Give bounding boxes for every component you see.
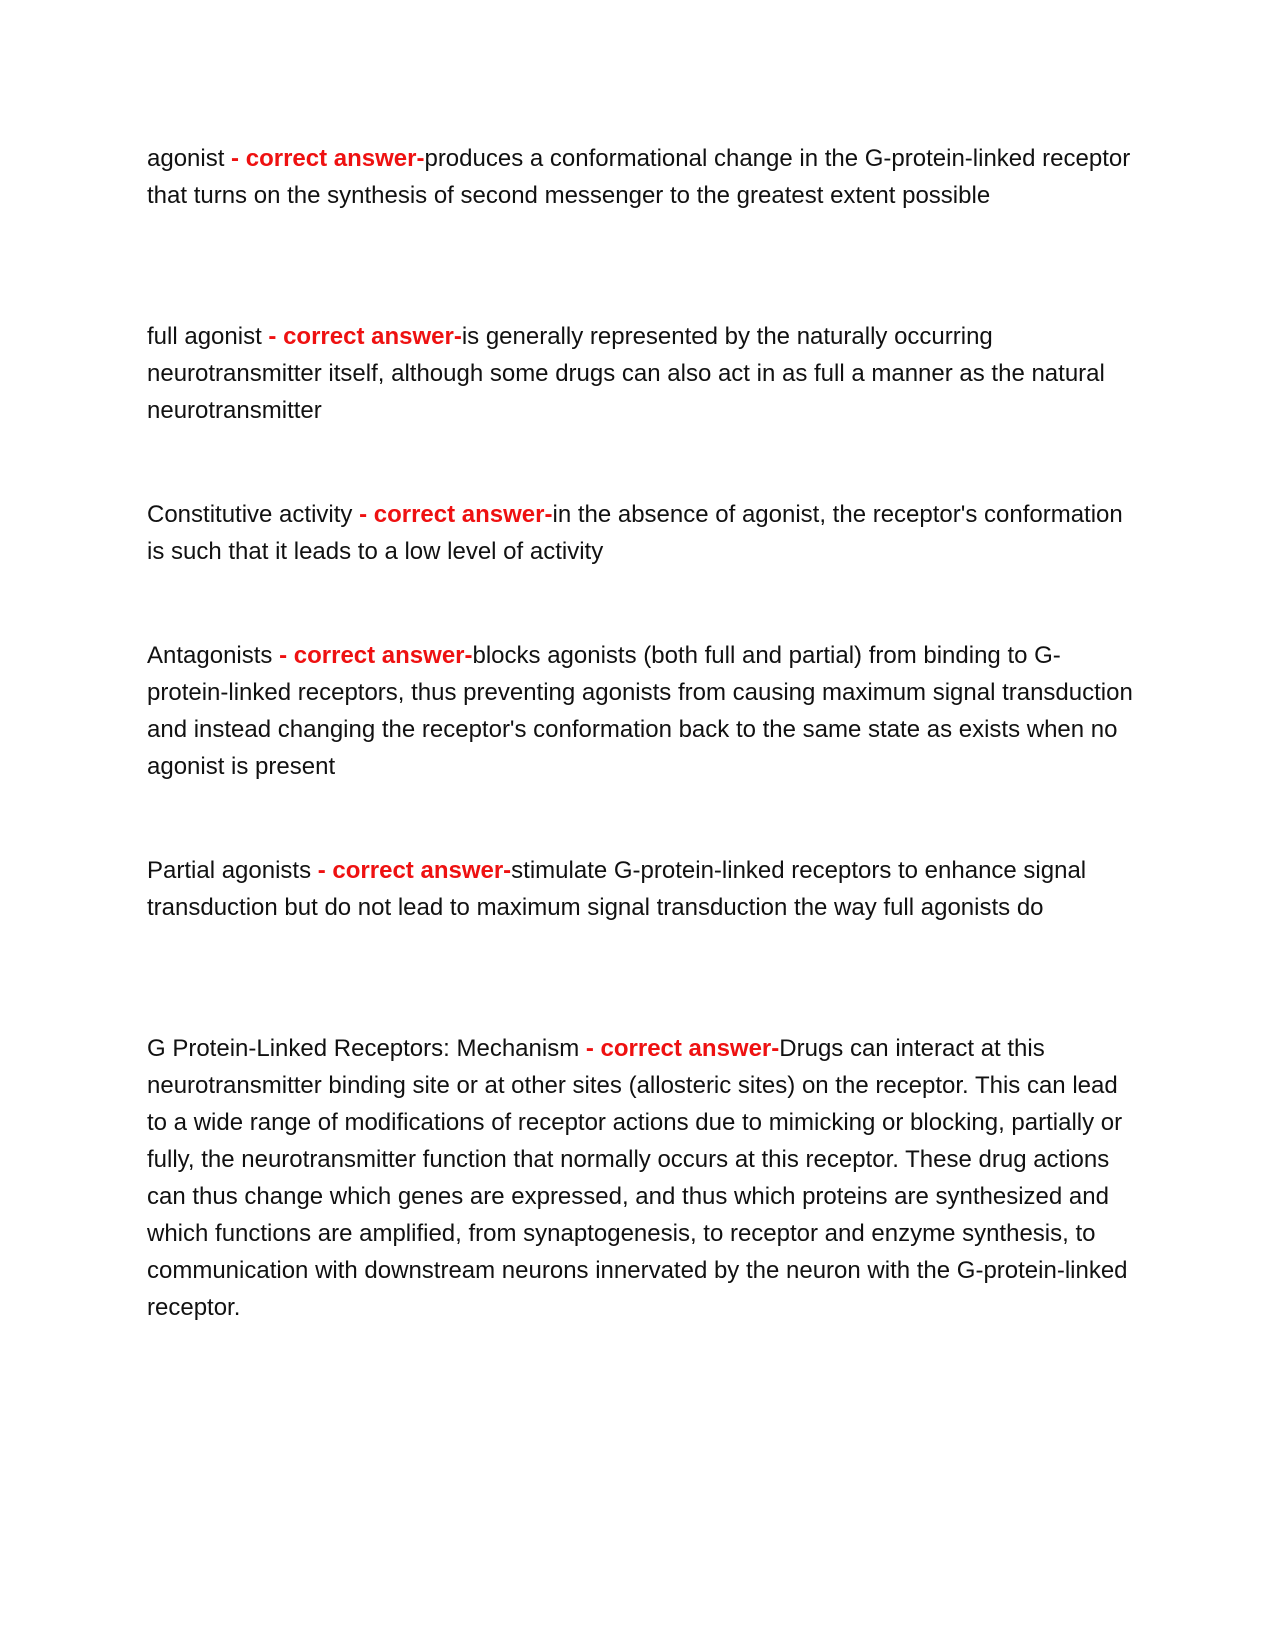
entry-definition: is generally represented by the naturally occurring neurotransmitter itself, although some drugs can also act in as full a manner as the natural neurotransmitter [147,323,1105,424]
entry-definition: in the absence of agonist, the receptor's conformation is such that it leads to a low level of activity [147,501,1123,565]
entry-definition: blocks agonists (both full and partial) from binding to G-protein-linked receptors, thus preventing agonists from causing maximum signal transduction and instead changing the receptor's conformation back to the same state as exists when no agonist is present [147,642,1133,780]
correct-answer-marker: - correct answer- [352,501,553,528]
flashcard-entry [147,140,1137,214]
flashcard-entry [147,852,1137,926]
correct-answer-marker: - correct answer- [311,857,512,884]
correct-answer-marker: - correct answer- [261,323,462,350]
flashcard-entry [147,318,1137,429]
entry-definition: Drugs can interact at this neurotransmitter binding site or at other sites (allosteric sites) on the receptor. This can lead to a wide range of modifications of receptor actions due to mimicking or blocking, partially or fully, the neurotransmitter function that normally occurs at this receptor. These drug actions can thus change which genes are expressed, and thus which proteins are synthesized and which functions are amplified, from synaptogenesis, to receptor and enzyme synthesis, to communication with downstream neurons innervated by the neuron with the G-protein-linked receptor. [147,1035,1128,1321]
correct-answer-marker: - correct answer- [224,145,425,172]
correct-answer-marker: - correct answer- [272,642,473,669]
entry-definition: stimulate G-protein-linked receptors to enhance signal transduction but do not lead to maximum signal transduction the way full agonists do [147,857,1087,921]
correct-answer-marker: - correct answer- [579,1035,780,1062]
entry-term: Partial agonists [147,857,312,884]
entry-term: Antagonists [147,642,273,669]
entry-term: full agonist [147,323,262,350]
entry-term: G Protein-Linked Receptors: Mechanism [147,1035,580,1062]
flashcard-entry [147,1030,1137,1326]
entry-term: agonist [147,145,225,172]
flashcard-entry [147,496,1137,570]
entry-term: Constitutive activity [147,501,353,528]
flashcard-entry [147,637,1137,785]
entry-definition: produces a conformational change in the G-protein-linked receptor that turns on the synthesis of second messenger to the greatest extent possible [147,145,1131,209]
